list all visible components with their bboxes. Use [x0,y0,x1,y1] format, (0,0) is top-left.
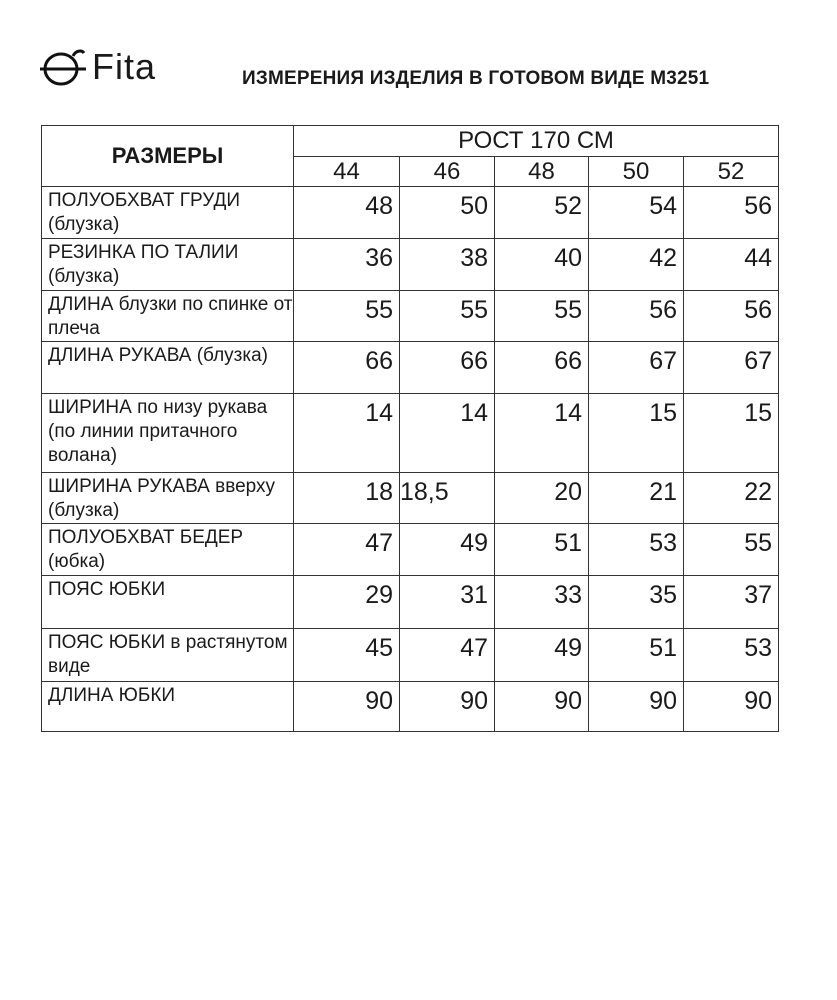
table-row [42,473,779,524]
size-measurements-table [41,125,779,732]
measurement-value: 35 [589,576,684,629]
measurement-value: 45 [294,629,400,682]
measurement-value: 44 [684,239,779,291]
measurement-value: 36 [294,239,400,291]
measurement-value: 51 [589,629,684,682]
measurement-value: 40 [495,239,589,291]
measurement-value: 67 [589,342,684,394]
measurement-label: ДЛИНА блузки по спинке от плеча [42,291,294,342]
measurement-value: 31 [400,576,495,629]
measurement-value: 90 [684,682,779,732]
measurement-value: 21 [589,473,684,524]
measurement-label: РЕЗИНКА ПО ТАЛИИ (блузка) [42,239,294,291]
measurement-label: ШИРИНА по низу рукава (по линии притачного волана) [42,394,294,473]
measurement-value: 53 [684,629,779,682]
measurement-value: 33 [495,576,589,629]
page-title: ИЗМЕРЕНИЯ ИЗДЕЛИЯ В ГОТОВОМ ВИДЕ М3251 [242,68,710,89]
table-row [42,187,779,239]
table-row [42,576,779,629]
size-col-header: 46 [400,157,495,187]
measurement-label: ПОЛУОБХВАТ БЕДЕР (юбка) [42,524,294,576]
measurement-value: 55 [294,291,400,342]
measurement-label: ПОЛУОБХВАТ ГРУДИ (блузка) [42,187,294,239]
size-col-header: 52 [684,157,779,187]
brand-name: Fita [92,46,157,87]
measurement-value: 54 [589,187,684,239]
table-row [42,629,779,682]
measurement-value: 42 [589,239,684,291]
size-col-header: 44 [294,157,400,187]
header-row [42,126,779,157]
measurement-value: 56 [589,291,684,342]
measurement-value: 18 [294,473,400,524]
sizes-header: РАЗМЕРЫ [42,126,294,187]
table-row [42,682,779,732]
measurement-value: 56 [684,291,779,342]
measurement-value: 47 [400,629,495,682]
measurement-value: 52 [495,187,589,239]
fita-theta-icon [40,47,86,87]
measurement-value: 66 [495,342,589,394]
measurement-value: 49 [400,524,495,576]
measurement-value: 15 [589,394,684,473]
measurement-value: 47 [294,524,400,576]
measurement-value: 55 [400,291,495,342]
measurement-value: 90 [400,682,495,732]
measurement-value: 14 [495,394,589,473]
measurement-value: 66 [400,342,495,394]
table-row [42,524,779,576]
size-col-header: 50 [589,157,684,187]
size-col-header: 48 [495,157,589,187]
measurement-value: 53 [589,524,684,576]
measurement-value: 37 [684,576,779,629]
measurement-value: 15 [684,394,779,473]
table-row [42,239,779,291]
measurement-value: 55 [495,291,589,342]
measurement-value: 22 [684,473,779,524]
measurement-value: 66 [294,342,400,394]
measurement-value: 29 [294,576,400,629]
table-row [42,394,779,473]
measurement-value: 18,5 [400,473,495,524]
height-header: РОСТ 170 СМ [294,126,779,157]
measurement-value: 14 [294,394,400,473]
measurement-value: 51 [495,524,589,576]
measurement-value: 38 [400,239,495,291]
measurement-value: 48 [294,187,400,239]
measurement-value: 56 [684,187,779,239]
measurement-value: 49 [495,629,589,682]
measurement-value: 14 [400,394,495,473]
table-row [42,342,779,394]
measurement-value: 90 [294,682,400,732]
brand-logo [40,44,156,90]
measurement-label: ДЛИНА РУКАВА (блузка) [42,342,294,394]
measurement-value: 20 [495,473,589,524]
table-row [42,291,779,342]
measurement-label: ШИРИНА РУКАВА вверху (блузка) [42,473,294,524]
measurement-value: 90 [589,682,684,732]
measurement-label: ДЛИНА ЮБКИ [42,682,294,732]
measurement-value: 67 [684,342,779,394]
measurement-value: 90 [495,682,589,732]
measurement-value: 55 [684,524,779,576]
measurement-label: ПОЯС ЮБКИ [42,576,294,629]
measurement-value: 50 [400,187,495,239]
measurement-label: ПОЯС ЮБКИ в растянутом виде [42,629,294,682]
